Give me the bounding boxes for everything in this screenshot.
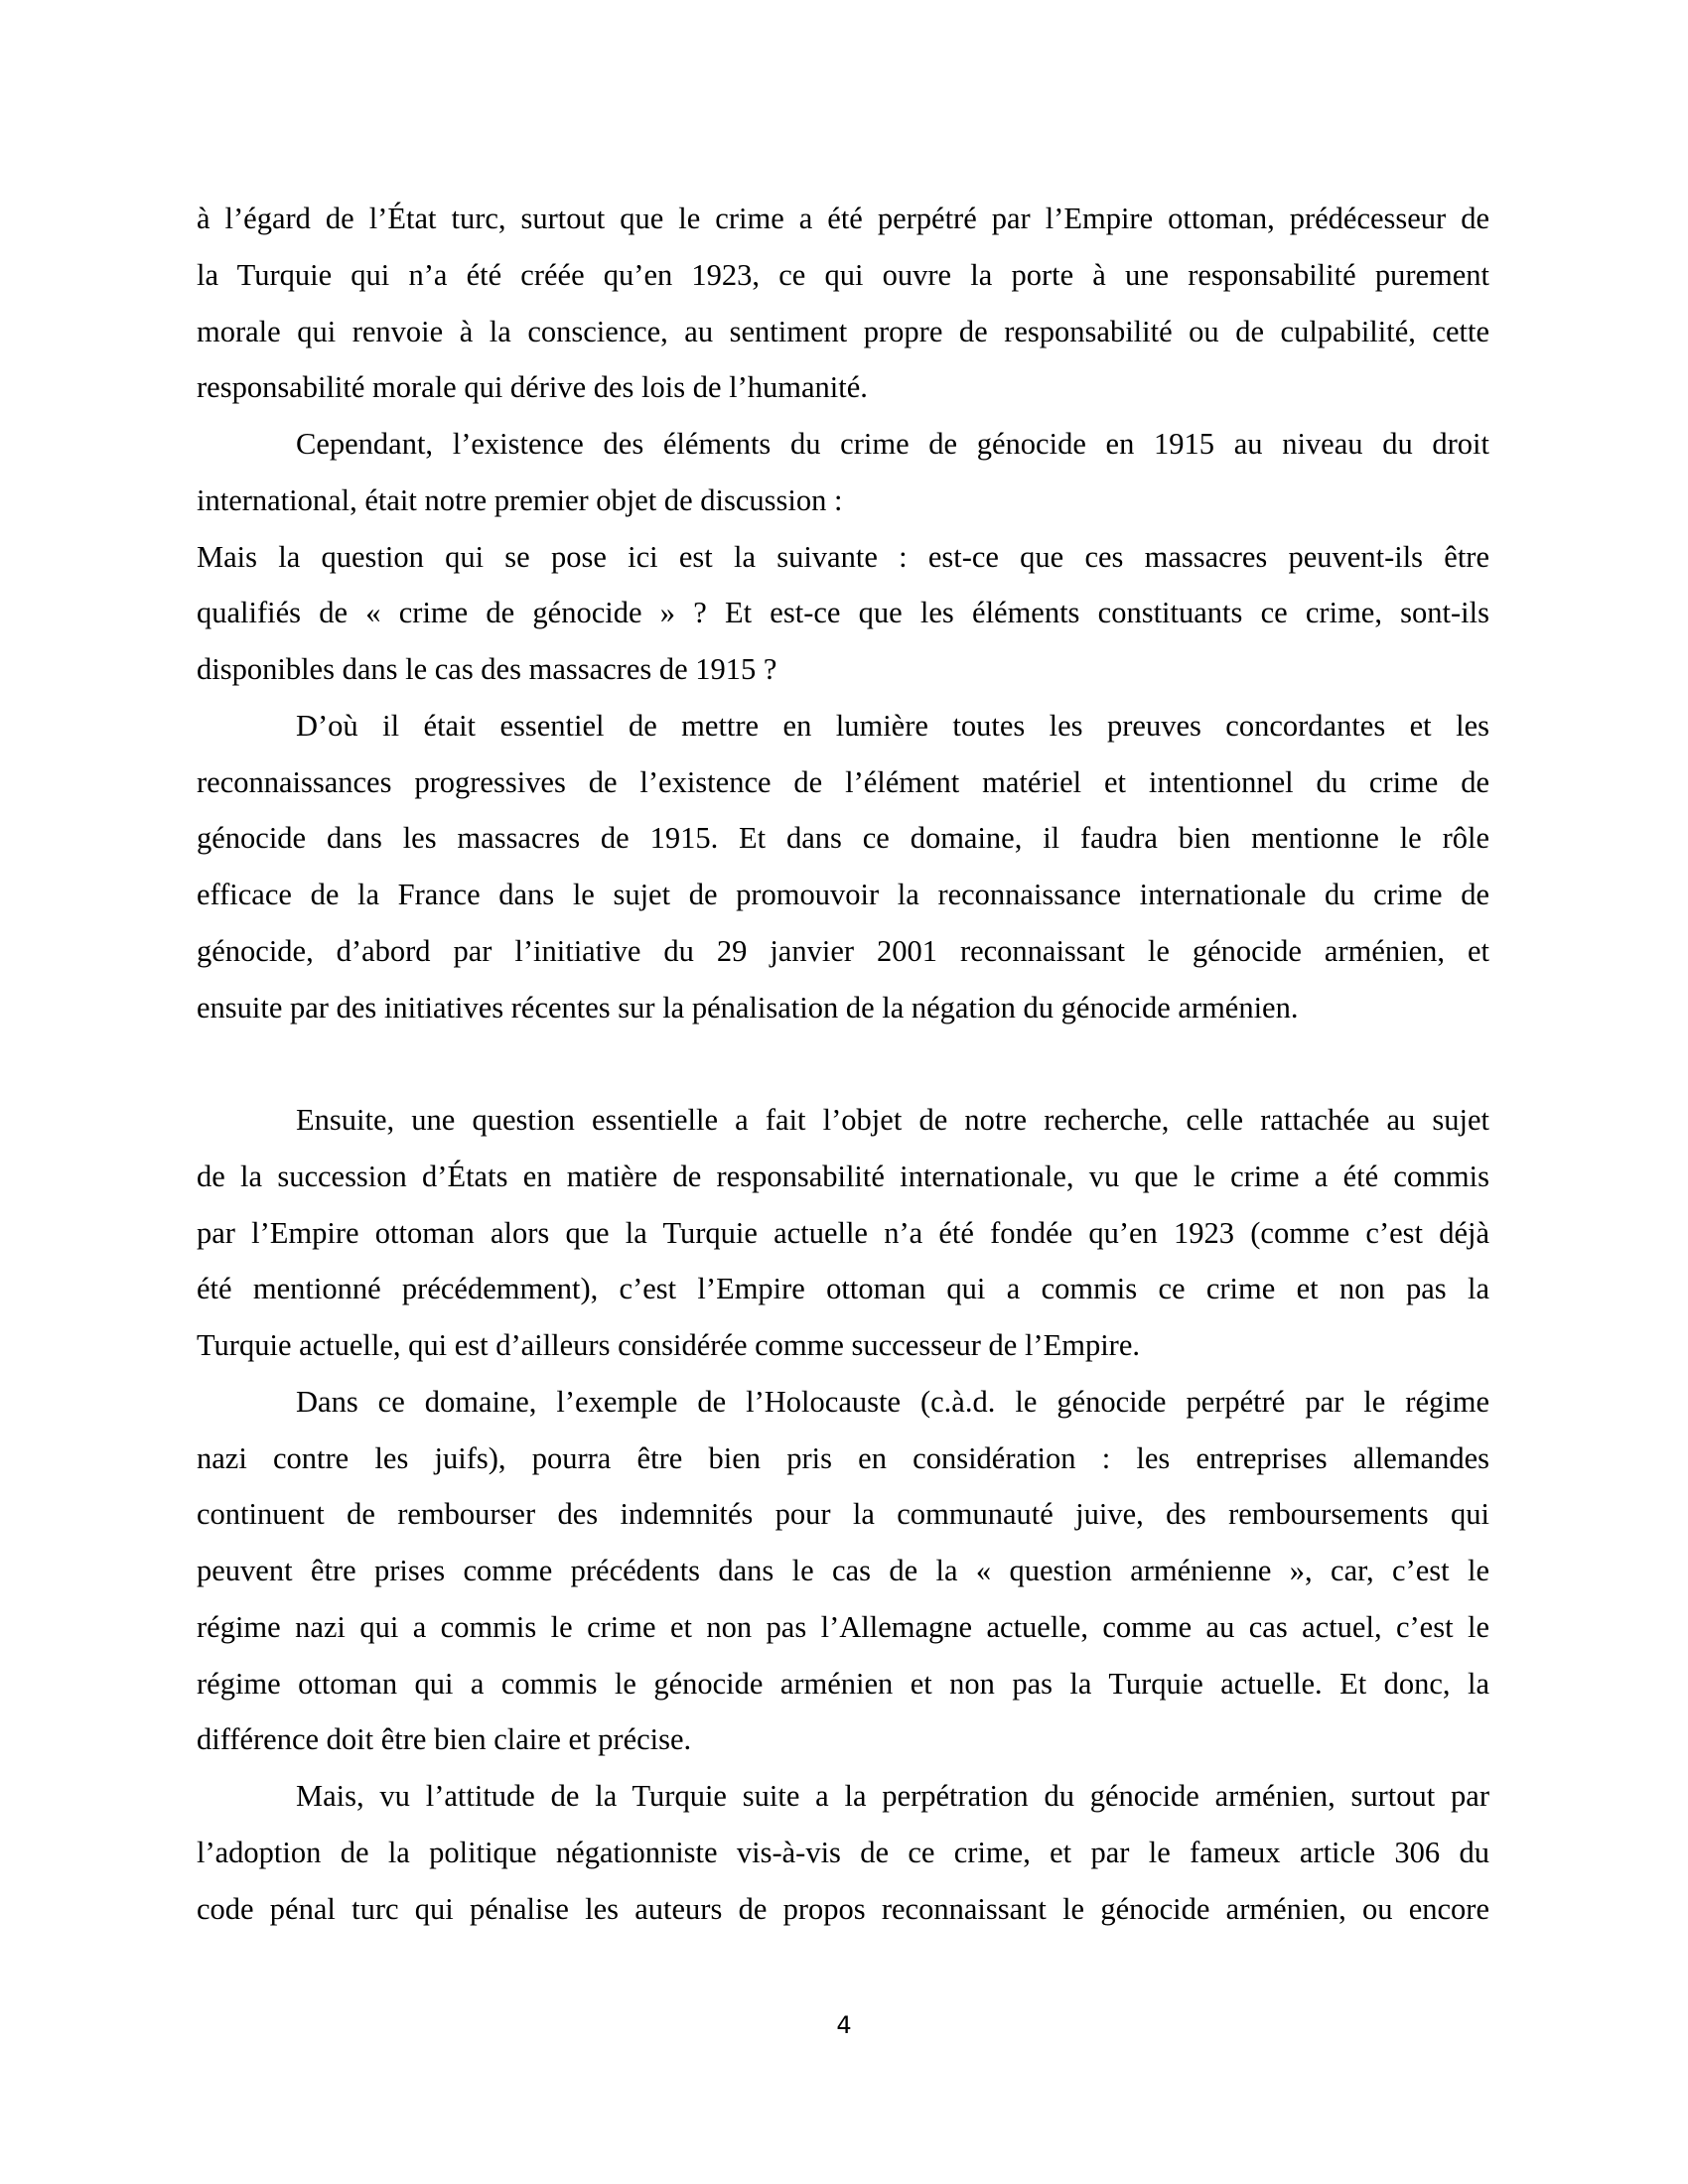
text-line: différence doit être bien claire et précise. — [197, 1722, 692, 1757]
text-line: régime ottoman qui a commis le génocide arménien et non pas la Turquie actuelle. Et donc, la — [197, 1666, 1489, 1701]
text-line: de la succession d’États en matière de responsabilité internationale, vu que le crime a été commis — [197, 1159, 1489, 1193]
text-line: génocide, d’abord par l’initiative du 29 janvier 2001 reconnaissant le génocide arménien, et — [197, 933, 1489, 968]
paragraph — [197, 424, 1489, 537]
text-line: reconnaissances progressives de l’existence de l’élément matériel et intentionnel du crime de — [197, 764, 1489, 799]
text-line: la Turquie qui n’a été créée qu’en 1923, ce qui ouvre la porte à une responsabilité purement — [197, 257, 1489, 292]
text-line: Cependant, l’existence des éléments du crime de génocide en 1915 au niveau du droit — [296, 427, 1489, 461]
paragraph — [197, 1776, 1489, 1945]
paragraph — [197, 199, 1489, 424]
text-line: Mais, vu l’attitude de la Turquie suite a la perpétration du génocide arménien, surtout par — [296, 1779, 1489, 1813]
text-line: Turquie actuelle, qui est d’ailleurs considérée comme successeur de l’Empire. — [197, 1328, 1140, 1362]
text-line: Dans ce domaine, l’exemple de l’Holocauste (c.à.d. le génocide perpétré par le régime — [296, 1384, 1489, 1419]
page-number: 4 — [836, 2011, 852, 2039]
text-line: efficace de la France dans le sujet de promouvoir la reconnaissance internationale du crime de — [197, 878, 1489, 911]
text-line: continuent de rembourser des indemnités pour la communauté juive, des remboursements qui — [197, 1497, 1489, 1532]
text-line: disponibles dans le cas des massacres de 1915 ? — [197, 652, 777, 686]
text-line: régime nazi qui a commis le crime et non pas l’Allemagne actuelle, comme au cas actuel, c’est le — [197, 1609, 1489, 1644]
text-line: morale qui renvoie à la conscience, au sentiment propre de responsabilité ou de culpabilité, cette — [197, 314, 1489, 348]
text-line: international, était notre premier objet de discussion : — [197, 482, 843, 517]
paragraph — [197, 706, 1489, 1044]
text-line: l’adoption de la politique négationniste vis-à-vis de ce crime, et par le fameux article 306 du — [197, 1835, 1489, 1869]
text-line: peuvent être prises comme précédents dans le cas de la « question arménienne », car, c’est le — [197, 1554, 1489, 1587]
text-line: Ensuite, une question essentielle a fait l’objet de notre recherche, celle rattachée au sujet — [296, 1103, 1489, 1137]
paragraph — [197, 537, 1489, 706]
text-line: ensuite par des initiatives récentes sur la pénalisation de la négation du génocide arménien. — [197, 990, 1299, 1024]
text-line: à l’égard de l’État turc, surtout que le crime a été perpétré par l’Empire ottoman, prédécesseur de — [197, 202, 1489, 235]
text-line: D’où il était essentiel de mettre en lumière toutes les preuves concordantes et les — [296, 708, 1489, 743]
paragraph — [197, 1100, 1489, 1382]
paragraph — [197, 1382, 1489, 1776]
text-line: par l’Empire ottoman alors que la Turquie actuelle n’a été fondée qu’en 1923 (comme c’est déjà — [197, 1215, 1489, 1250]
blank-line — [197, 1043, 1489, 1100]
body-text — [197, 199, 1489, 1945]
text-line: responsabilité morale qui dérive des lois de l’humanité. — [197, 370, 868, 405]
text-line: Mais la question qui se pose ici est la suivante : est-ce que ces massacres peuvent-ils être — [197, 539, 1489, 574]
text-line: qualifiés de « crime de génocide » ? Et est-ce que les éléments constituants ce crime, sont-ils — [197, 596, 1489, 630]
text-line: nazi contre les juifs), pourra être bien pris en considération : les entreprises allemandes — [197, 1440, 1489, 1475]
text-line: été mentionné précédemment), c’est l’Empire ottoman qui a commis ce crime et non pas la — [197, 1272, 1489, 1306]
text-line: génocide dans les massacres de 1915. Et dans ce domaine, il faudra bien mentionne le rôle — [197, 821, 1489, 856]
text-line: code pénal turc qui pénalise les auteurs de propos reconnaissant le génocide arménien, ou encore — [197, 1891, 1489, 1926]
